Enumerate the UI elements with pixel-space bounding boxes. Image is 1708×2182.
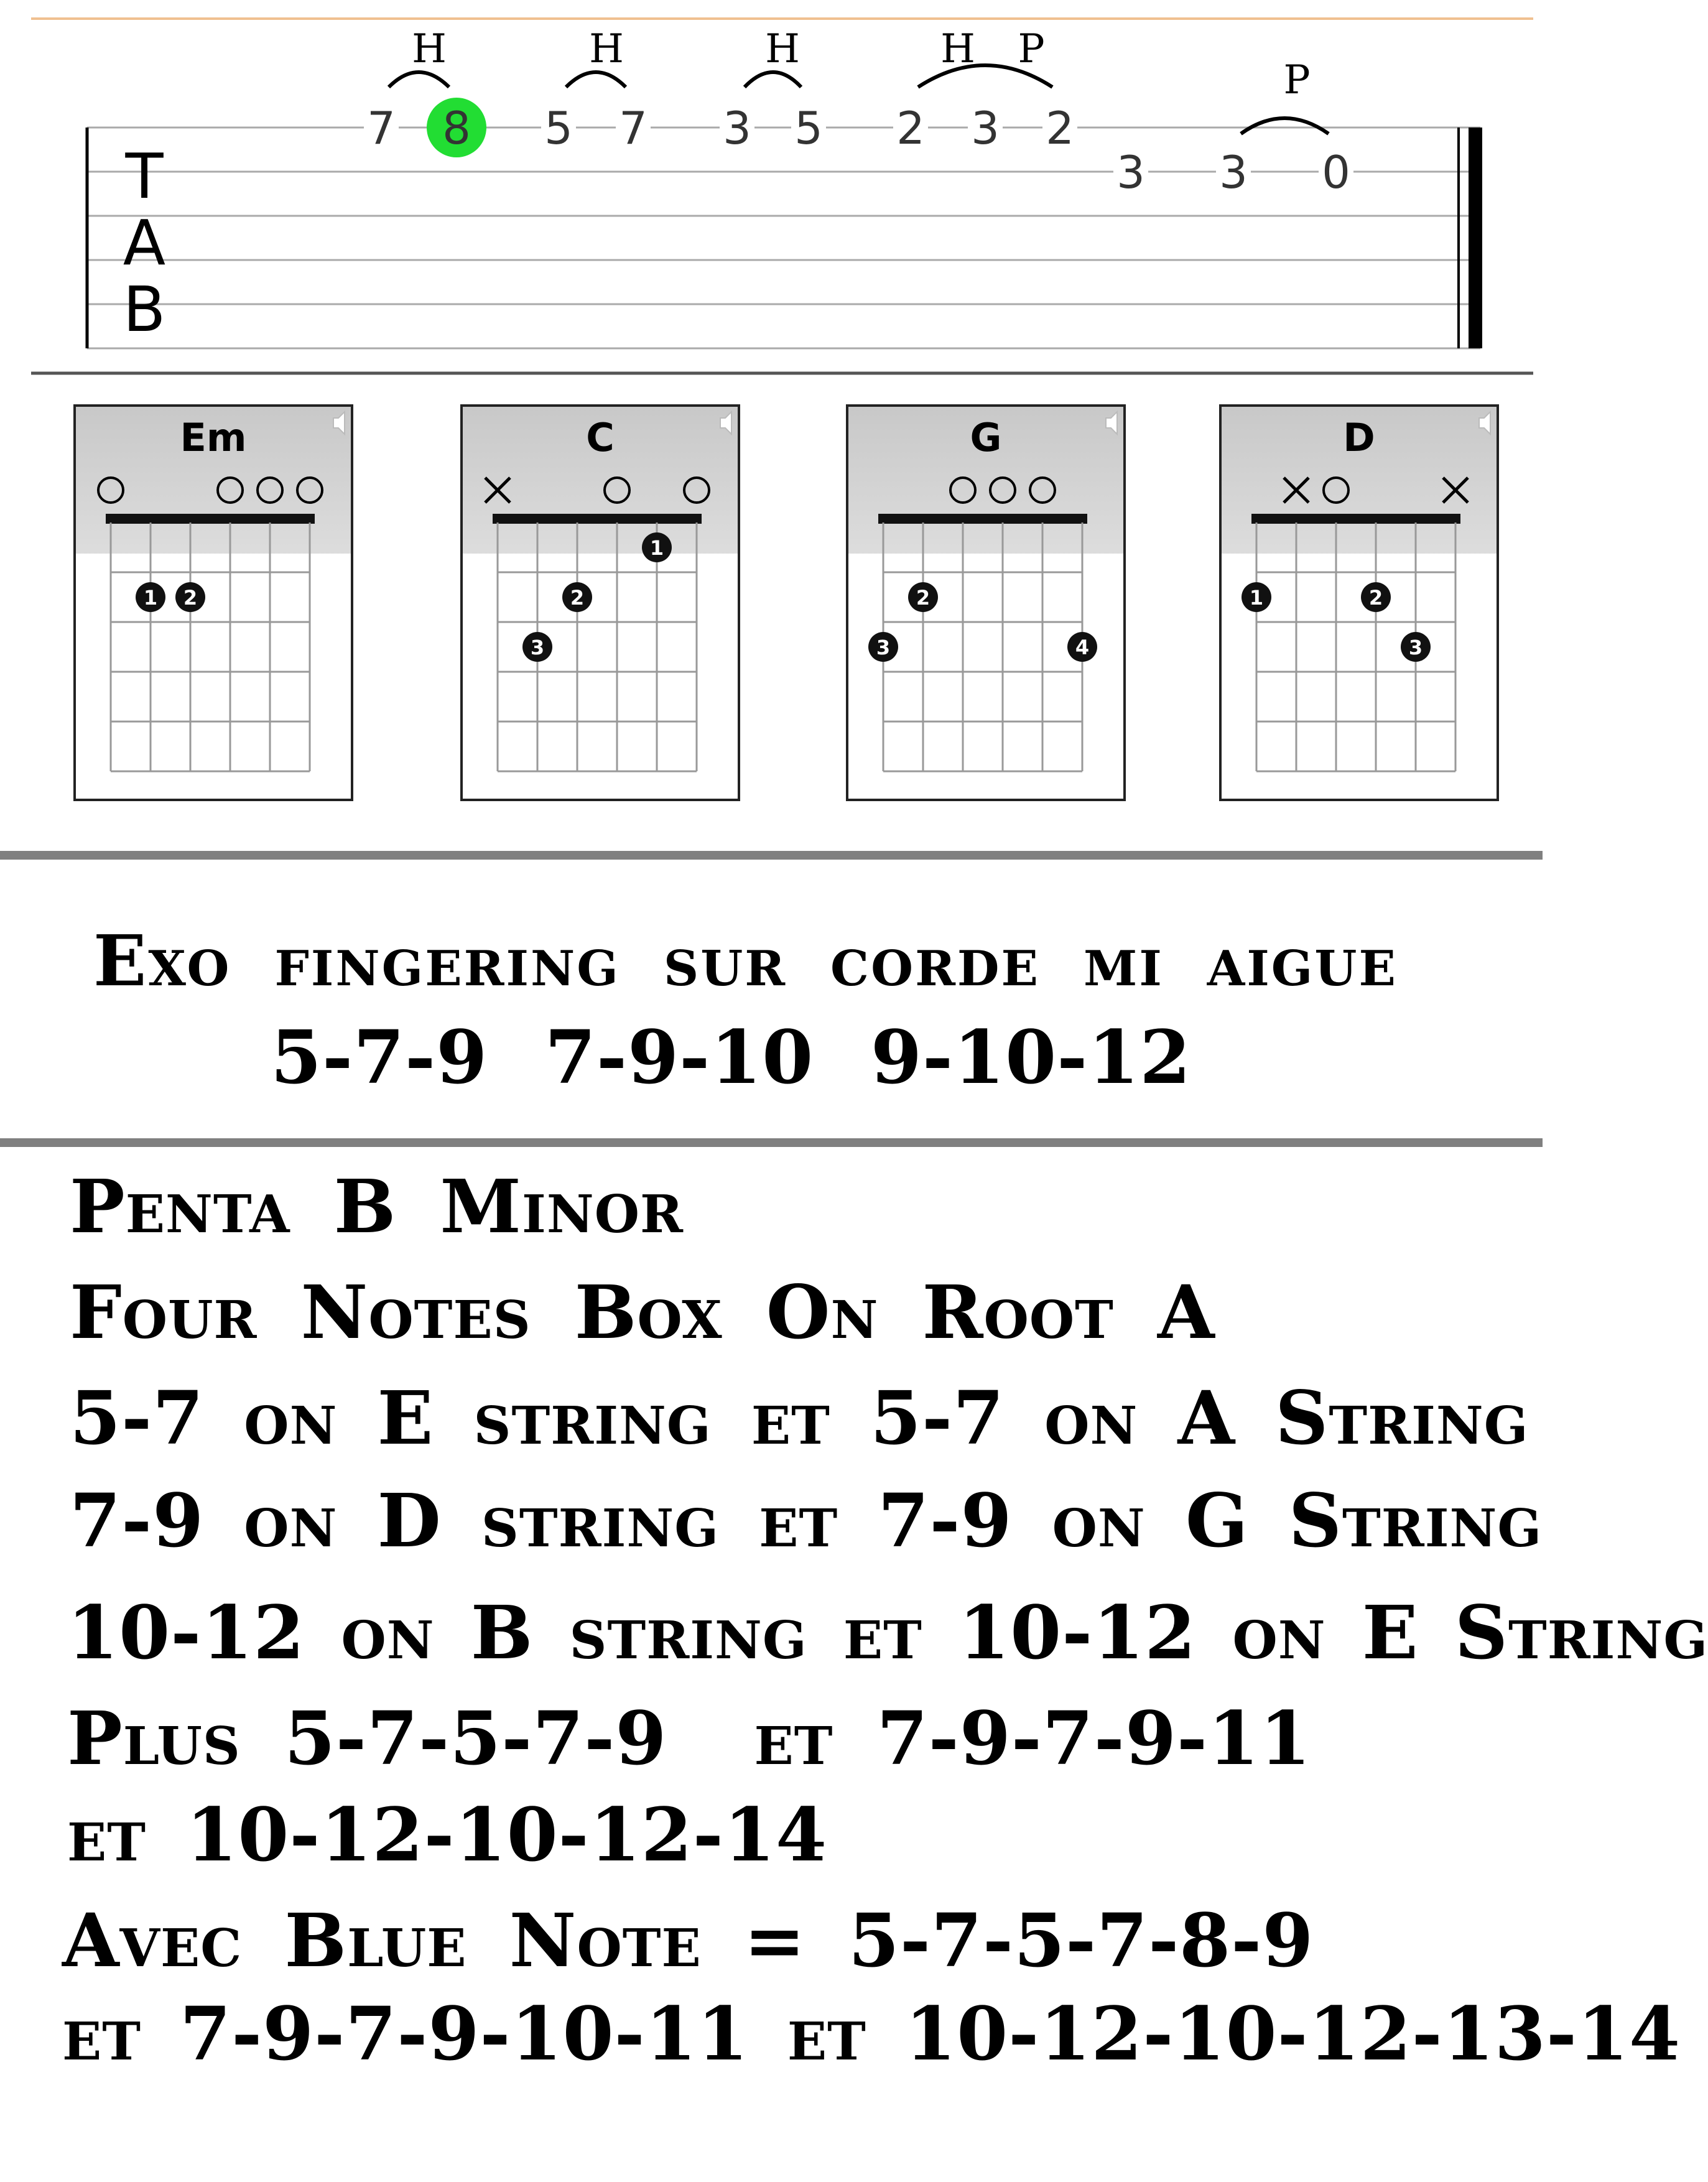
svg-text:3: 3 (530, 636, 545, 659)
technique-label: H (589, 26, 624, 72)
technique-label: P (1018, 26, 1045, 72)
tab-note: 5 (544, 102, 573, 154)
technique-label: H (940, 26, 975, 72)
text-line-et-pattern: et 10-12-10-12-14 (67, 1791, 828, 1878)
chord-name: Em (180, 415, 247, 460)
technique-label: P (1283, 57, 1311, 103)
exercise-title: Exo fingering sur corde mi aigue (93, 921, 1398, 1002)
exercise-pattern: 5-7-9 (271, 1014, 488, 1100)
text-line-blue-note-patterns: et 7-9-7-9-10-11 et 10-12-10-12-13-14 (62, 1990, 1681, 2077)
text-line-e-a-strings: 5-7 on E string et 5-7 on A String (70, 1375, 1529, 1461)
chord-diagram-em (73, 404, 353, 802)
finger-dot (1361, 582, 1391, 612)
tab-note: 7 (367, 102, 396, 154)
svg-text:2: 2 (183, 586, 198, 610)
svg-text:3: 3 (876, 636, 891, 659)
chord-name: G (970, 415, 1002, 460)
tab-note: 0 (1322, 146, 1350, 198)
chord-nut (106, 514, 315, 524)
text-line-blue-note: Avec Blue Note = 5-7-5-7-8-9 (62, 1897, 1314, 1984)
hammer-on-arc (745, 72, 801, 87)
exercise-pattern: 9-10-12 (870, 1014, 1192, 1100)
tab-note: 3 (1116, 146, 1145, 198)
exercise-patterns (271, 1014, 1191, 1100)
chord-nut (1251, 514, 1460, 524)
hammer-on-arc (566, 72, 626, 87)
section-divider (0, 851, 1543, 860)
tab-note: 3 (971, 102, 1000, 154)
tab-note: 3 (1219, 146, 1248, 198)
chord-diagram-c (460, 404, 740, 802)
tab-note: 2 (896, 102, 925, 154)
text-line-plus-patterns: Plus 5-7-5-7-9 et 7-9-7-9-11 (67, 1695, 1312, 1781)
tab-clef-b: B (123, 273, 166, 346)
tab-note-highlighted: 8 (442, 102, 471, 154)
tab-note: 7 (619, 102, 647, 154)
tab-note: 3 (723, 102, 751, 154)
finger-dot (522, 632, 552, 662)
pull-off-arc (1241, 118, 1329, 134)
technique-label: H (412, 26, 447, 72)
chord-nut (878, 514, 1087, 524)
tab-clef-a: A (123, 207, 166, 279)
section-divider (0, 1138, 1543, 1147)
technique-label: H (765, 26, 800, 72)
svg-text:3: 3 (1408, 636, 1423, 659)
hammer-on-arc (389, 72, 449, 87)
finger-dot (908, 582, 938, 612)
finger-dot (642, 532, 672, 562)
finger-dot (1401, 632, 1431, 662)
svg-text:2: 2 (916, 586, 931, 610)
finger-dot (136, 582, 165, 612)
finger-dot (1067, 632, 1097, 662)
finger-dot (175, 582, 205, 612)
text-line-penta-b-minor: Penta B Minor (70, 1163, 684, 1250)
chord-name: C (586, 415, 615, 460)
text-line-b-e-strings: 10-12 on B string et 10-12 on E String (67, 1589, 1708, 1676)
chord-name: D (1343, 415, 1375, 460)
exercise-pattern: 7-9-10 (544, 1014, 814, 1100)
finger-dot (562, 582, 592, 612)
tab-note: 2 (1046, 102, 1074, 154)
finger-dot (1242, 582, 1271, 612)
finger-dot (868, 632, 898, 662)
text-line-four-notes-box: Four Notes Box On Root A (70, 1269, 1215, 1355)
tab-clef-t: T (125, 140, 164, 213)
chord-nut (493, 514, 702, 524)
tablature-staff (0, 0, 1543, 386)
svg-text:2: 2 (1368, 586, 1383, 610)
chord-diagram-g (846, 404, 1126, 802)
text-line-d-g-strings: 7-9 on D string et 7-9 on G String (70, 1477, 1543, 1564)
chord-diagram-d (1219, 404, 1499, 802)
svg-text:2: 2 (570, 586, 585, 610)
svg-text:4: 4 (1075, 636, 1090, 659)
svg-text:1: 1 (1249, 586, 1264, 610)
svg-text:1: 1 (649, 536, 664, 560)
svg-text:1: 1 (143, 586, 158, 610)
tab-note: 5 (794, 102, 823, 154)
